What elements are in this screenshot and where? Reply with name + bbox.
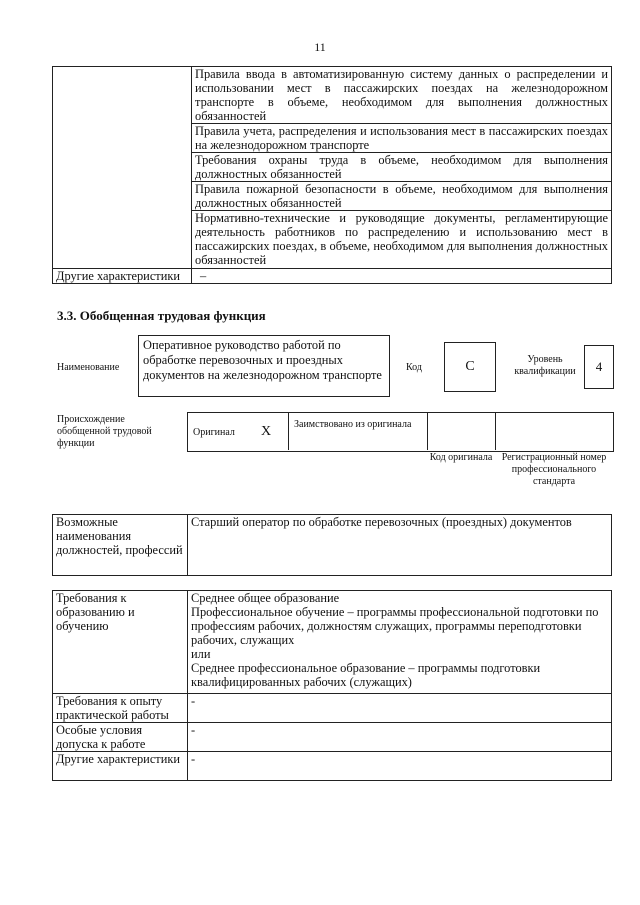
code-label: Код [406,362,422,373]
experience-label: Требования к опыту практической работы [53,694,188,723]
table-row: Правила учета, распределения и использования мест в пассажирских поездах на железнодорожном транспорте [192,124,612,153]
knowledge-table [52,66,612,284]
education-value: Среднее общее образование Профессиональное обучение – программы профессиональной подготовки по профессиям рабочих, должностям служащих, программы переподготовки рабочих, служащих или Среднее профессиональное образование – программы подготовки квалифицированных рабочих (служащих) [188,591,612,694]
other-characteristics-label: Другие характеристики [53,269,192,284]
section-title: 3.3. Обобщенная трудовая функция [57,308,266,323]
reg-number-caption: Регистрационный номер профессионального стандарта [501,452,607,487]
borrowed-label: Заимствовано из оригинала [294,419,412,430]
level-label: Уровень квалификации [514,354,576,377]
education-label: Требования к образованию и обучению [53,591,188,694]
other-characteristics-value: – [192,269,612,284]
table-row: Правила ввода в автоматизированную систему данных о распределении и использовании мест в пассажирских поездах на железнодорожном транспорте в объеме, необходимом для выполнения должностных обязанностей [192,67,612,124]
admission-value: - [188,723,612,752]
positions-label: Возможные наименования должностей, профессий [53,515,188,576]
code-value: C [444,342,496,392]
other-value: - [188,752,612,781]
name-label: Наименование [57,362,120,373]
table-row: Нормативно-технические и руководящие документы, регламентирующие деятельность работников по распределению и использованию мест в пассажирских поездах, в объеме, необходимом для выполнения должностных обязанностей [192,211,612,269]
positions-table [52,514,612,576]
original-label: Оригинал [193,427,235,438]
origin-label: Происхождение обобщенной трудовой функции [57,414,152,449]
experience-value: - [188,694,612,723]
requirements-table [52,590,612,781]
other-label: Другие характеристики [53,752,188,781]
origin-box [187,412,614,452]
positions-value: Старший оператор по обработке перевозочных (проездных) документов [188,515,612,576]
table-row: Правила пожарной безопасности в объеме, необходимом для выполнения должностных обязанностей [192,182,612,211]
page-number: 11 [314,40,326,54]
table-row: Требования охраны труда в объеме, необходимом для выполнения должностных обязанностей [192,153,612,182]
code-original-caption: Код оригинала [429,452,493,463]
empty-label-cell [53,67,192,269]
level-value: 4 [584,345,614,389]
name-value: Оперативное руководство работой по обработке перевозочных и проездных документов на железнодорожном транспорте [138,335,390,397]
admission-label: Особые условия допуска к работе [53,723,188,752]
original-mark: X [261,424,272,439]
